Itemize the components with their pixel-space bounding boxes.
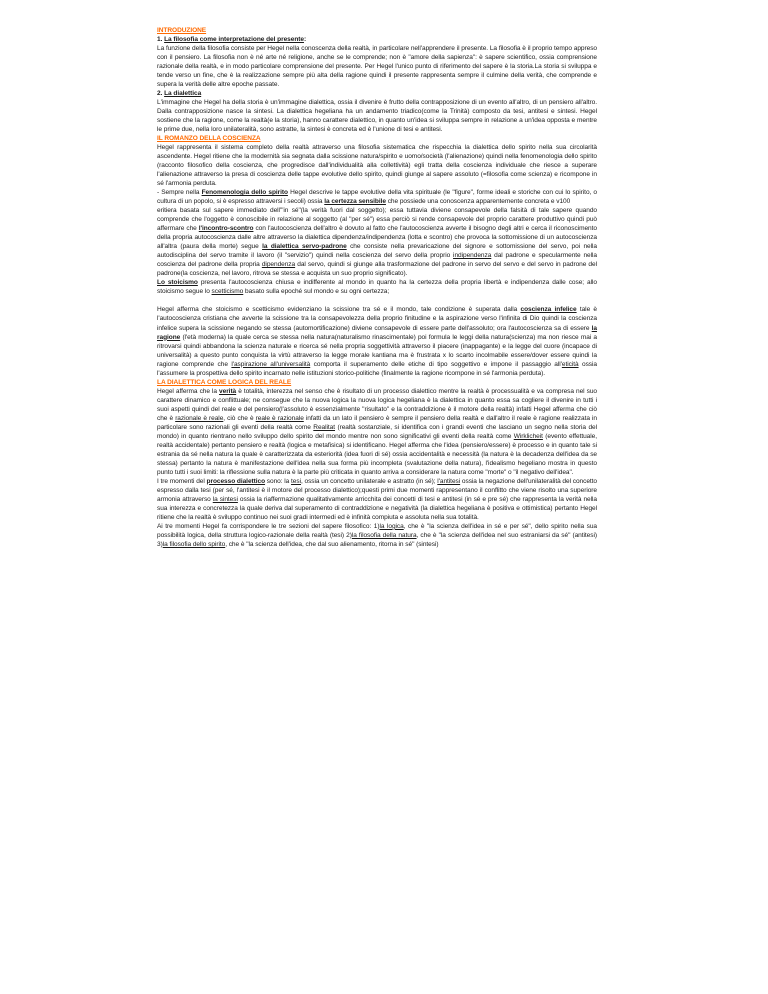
- text-run: I tre momenti del: [157, 477, 207, 485]
- text-run: eritiera basata sul sapere immediato dell'"in sé"(la verità fuori dal soggetto); essa tuttavia diviene consapevole della falsità di tale sapere quando comprende che l'oggetto è conoscibile in relazione al soggetto (al "per sé") essa perciò si rende consapevole del proprio carattere produttivo quindi può affermare che: [157, 207, 597, 233]
- subheading-filosofia-presente: [157, 35, 597, 44]
- term-antitesi: l'antitesi: [437, 477, 461, 485]
- term-aspirazione-universalita: l'aspirazione all'universalità: [231, 360, 311, 368]
- term-processo-dialettico: processo dialettico: [206, 477, 266, 485]
- text-run: (realtà sostanziale, si identifica con i grandi eventi che lasciano un segno nella storia del mondo) in quanto rientrano nello sviluppo dello spirito del mondo mentre non sono significativi gli eventi della realtà come: [157, 423, 598, 440]
- text-run: (l'età moderna) la quale cerca se stessa nella natura(naturalismo rinascimentale) poi formula le leggi della natura(scienza) ma non riesce mai a ritrovarsi quindi abbandona la scienza naturale e ricerca sé nella propria soggettività attraverso il piacere (inappagante) e la legge del cuore (incapace di universalità) a questo punto conquista la virtù attraverso la legge morale kantiana ma è frustrata x lo scarto incolmabile essere/dover essere quindi la ragione comprende che: [157, 333, 597, 368]
- term-verita: verità: [219, 387, 237, 395]
- term-reale-razionale: reale è razionale: [255, 414, 304, 422]
- term-tesi: tesi: [291, 477, 301, 485]
- text-run: che consiste nella prevaricazione del signore e sottomissione del servo, poi nella autodisciplina del servo tramite il lavoro (il "servizio") quindi nella coscienza del servo della proprio: [157, 243, 597, 260]
- paragraph-dialettica: L'immagine che Hegel ha della storia è un'immagine dialettica, ossia il divenire è frutto della contrapposizione di un evento all'altro, di un pensiero all'altro. Dalla contrapposizione nasce la sintesi. La dialettica hegeliana ha un andamento triadico(come la Trinità) composto da tesi, antitesi e sintesi. Hegel sostiene che la ragione, come la realtà(e la storia), hanno carattere dialettico, in quanto un'idea si sviluppa sempre in relazione a un'idea opposta e mentre le prime due, nella loro unilateralità, sono astratte, la sintesi è concreta ed è l'unione di tesi e antitesi.: [157, 99, 597, 134]
- subheading-colon: :: [303, 36, 307, 44]
- paragraph-sistema: Hegel rappresenta il sistema completo della realtà attraverso una filosofia sistematica che rispecchia la dialettica dello spirito nella sua circolarità ascendente. Hegel ritiene che la modernità sia segnata dalla scissione natura/spirito e uomo/società (l'alienazione) quindi nella fenomenologia dello spirito (racconto filosofico della coscienza, che progredisce dall'individualità alla collettività) egli tratta della coscienza individuale che riesce a superare l'alienazione attraverso la presa di coscienza delle tappe evolutive dello spirito, quindi giunge al sapere assoluto (=filosofia come scienza) e ricompone in sé l'armonia perduta.: [157, 144, 597, 188]
- text-run: sono: la: [265, 477, 292, 485]
- text-run: Hegel descrive le tappe evolutive della vita spirituale (le "figure", forme ideali e storiche con cui lo spirito, o cultura di un popolo, si è espresso attraversi i secoli) ossia: [157, 189, 597, 206]
- text-run: che possiede una conoscenza apparentemente concreta e v100: [385, 198, 571, 206]
- paragraph-fenomenologia: [157, 188, 597, 206]
- section-title-romanzo-coscienza: IL ROMANZO DELLA COSCIENZA: [157, 135, 261, 143]
- text-run: - Sempre nella: [157, 189, 202, 197]
- text-run: ossia la negazione dell'unilateralità del concetto espresso dalla tesi (per sé, l'antitesi è il motore del processo dialettico);questi primi due momenti rappresentano il conflitto che viene risolto una superiore armonia attraverso: [157, 477, 598, 503]
- text-run: , che è "la scienza dell'idea, che dal suo alienamento, ritorna in sé" (sintesi): [225, 540, 439, 548]
- subheading-number: 2.: [157, 90, 165, 98]
- term-dipendenza: dipendenza: [261, 261, 296, 269]
- text-run: dal servo, quindi si giunge alla trasformazione del padrone in servo del servo e del servo in padrone del padrone(la coscienza, nel lavoro, ritrova se stessa e acquista un suo proprio significato).: [157, 261, 597, 278]
- term-razionale-reale: razionale è reale: [175, 414, 224, 422]
- text-run: ossia l'assumere la prospettiva dello spirito incarnato nelle istituzioni storico-politiche (finalmente la ragione ricompone in sé l'armonia perduta).: [157, 360, 597, 377]
- text-run: è totalità, interezza nel senso che è risultato di un processo dialettico mentre la realtà è processualità e va compresa nel suo carattere dinamico e conflittuale; ne consegue che la nuova logica la nuova logica hegeliana è la dialettica in quanto essa sa cogliere il divenire in tutti i suoi aspetti quindi del reale e del pensiero(l'assoluto è essenzialmente "risultato" e la contraddizione è il motore della realtà) infatti Hegel afferma che ciò che è: [157, 387, 597, 422]
- paragraph-stoicismo: [157, 278, 597, 296]
- text-run: Hegel afferma che stoicismo e scetticismo evidenziano la scissione tra sé e il mondo, tale condizione è superata dalla: [157, 306, 521, 314]
- text-run: , che è "la scienza dell'idea nel suo estraniarsi da sé" (antitesi) 3): [157, 531, 597, 548]
- subheading-number: 1.: [157, 36, 165, 44]
- term-realitat: Realitat: [313, 423, 336, 431]
- term-filosofia-natura: la filosofia della natura: [351, 531, 417, 539]
- document-page: [157, 26, 597, 549]
- term-filosofia-spirito: la filosofia dello spirito: [162, 540, 226, 548]
- subheading-dialettica: [157, 89, 597, 98]
- paragraph-servo-padrone: [157, 206, 597, 278]
- text-run: comporta il superamento delle etiche di tipo soggettivo e impone il passaggio all': [310, 360, 562, 368]
- term-incontro-scontro: l'incontro-scontro: [198, 225, 254, 233]
- term-ragione: la ragione: [157, 324, 597, 341]
- paragraph-verita: [157, 387, 597, 477]
- text-run: Hegel afferma che la: [157, 387, 220, 395]
- term-coscienza-infelice: coscienza infelice: [520, 306, 577, 314]
- term-fenomenologia: Fenomenologia dello spirito: [201, 189, 288, 197]
- paragraph-gap: [157, 296, 597, 305]
- term-scetticismo: scetticismo: [211, 288, 244, 296]
- paragraph-filosofia-presente: La funzione della filosofia consiste per Hegel nella conoscenza della realtà, in particolare nell'apprendere il presente. La filosofia è il proprio tempo appreso con il pensiero. La filosofia non è né arte né religione, anche se le comprende; non è "amore della sapienza": è sapere scientifico, ossia comprensione razionale della realtà, e in modo particolare comprensione del presente. Per Hegel l'unico punto di riferimento del sapere è la storia.La storia si sviluppa e tende verso un fine, che è la realizzazione sempre più alta della ragione quindi il presente rappresenta sempre il culmine della verità, che comprende e supera la verità delle altre epoche passate.: [157, 45, 597, 89]
- paragraph-tre-sezioni: [157, 522, 597, 549]
- term-sintesi: la sintesi: [212, 495, 238, 503]
- section-title-introduzione: INTRODUZIONE: [157, 27, 207, 34]
- paragraph-processo-dialettico: [157, 477, 597, 522]
- subheading-text: La filosofia come interpretazione del presente: [164, 36, 304, 44]
- text-run: basato sulla epoché sul mondo e su ogni certezza;: [243, 288, 390, 296]
- text-run: (evento effettuale, realtà accidentale) pertanto pensiero e realtà (logica e metafisica) si identificano. Hegel afferma che l'idea (pensiero/essere) è processo e in quanto tale si estrania da sé nella natura la quale è caratterizzata da esteriorità (idea fuori di sé) ossia accidentalità e necessità (la natura è la decadenza dell'idea da se stessa) pertanto la natura è manifestazione dell'idea nella sua forma più incompleta (svalutazione della natura), l'idealismo hegeliano mostra in questo punto tutti i suoi limiti: la riflessione sulla natura è la parte più criticata in quanto arriva a considerare la natura come "morte" o "il negativo dell'idea".: [157, 432, 597, 476]
- text-run: Ai tre momenti Hegel fa corrispondere le tre sezioni del sapere filosofico: 1): [157, 522, 380, 530]
- text-run: infatti da un lato il pensiero è sempre il pensiero della realtà e dall'altro il reale è ragione realizzata in particolare sono razionali gli eventi della realtà come: [157, 414, 597, 431]
- section-title-dialettica-logica: LA DIALETTICA COME LOGICA DEL REALE: [157, 378, 292, 386]
- text-run: dal padrone e specularmente nella coscienza del padrone della propria: [157, 252, 598, 269]
- text-run: presenta l'autocoscienza chiusa e indifferente al mondo in quanto ha la certezza della propria libertà e indipendenza dalle cose; allo stoicismo segue lo: [157, 279, 597, 296]
- term-stoicismo: Lo stoicismo: [157, 279, 198, 287]
- text-run: , ossia un concetto unilaterale e astratto (in sé);: [300, 477, 438, 485]
- text-run: tale è l'autocoscienza cristiana che avverte la scissione tra la consapevolezza della proprio finitudine e la aspirazione verso l'infinita di Dio quindi la coscienza infelice supera la scissione negando se stessa (automortificazione) diviene consapevole di essere parte dell'assoluto; ora l'autocoscienza sa di essere: [157, 306, 597, 332]
- term-indipendenza: indipendenza: [453, 252, 492, 260]
- subheading-text: La dialettica: [164, 90, 202, 98]
- term-servo-padrone: la dialettica servo-padrone: [262, 243, 347, 251]
- term-eticita: eticità: [561, 360, 579, 368]
- text-run: , che è "la scienza dell'idea in sé e per sé", dello spirito nella sua possibilità logica, della struttura logico-razionale della realtà (tesi) 2): [157, 522, 597, 539]
- text-run: con l'autocoscienza dell'altro è dovuto al fatto che l'autocoscienza avverte il bisogno degli altri e cerca il riconoscimento della propria autocoscienza dalle altre attraverso la dialettica dipendenza/indipendenza (lotta e scontro) che provoca la sottomissione di un autocoscienza all'altra (paura della morte) segue: [157, 225, 597, 251]
- text-run: , ciò che è: [223, 414, 256, 422]
- term-certezza-sensibile: la certezza sensibile: [324, 198, 386, 206]
- term-wirklicheit: Wirklicheit: [513, 432, 543, 440]
- text-run: ossia la riaffermazione qualitativamente arricchita dei concetti di tesi e antitesi (in sé e pre sé) che rappresenta la verità nella sua interezza e concretezza la quale deriva dal superamento di contraddizione e negatività (la dialettica hegeliana è positiva e ottimistica) pertanto Hegel ritiene che la realtà è sviluppo continuo nei suoi gradi intermedi ed è infinità compiuta e assoluta nella sua totalità.: [157, 495, 597, 521]
- term-logica: la logica: [379, 522, 404, 530]
- paragraph-coscienza-infelice: [157, 305, 597, 377]
